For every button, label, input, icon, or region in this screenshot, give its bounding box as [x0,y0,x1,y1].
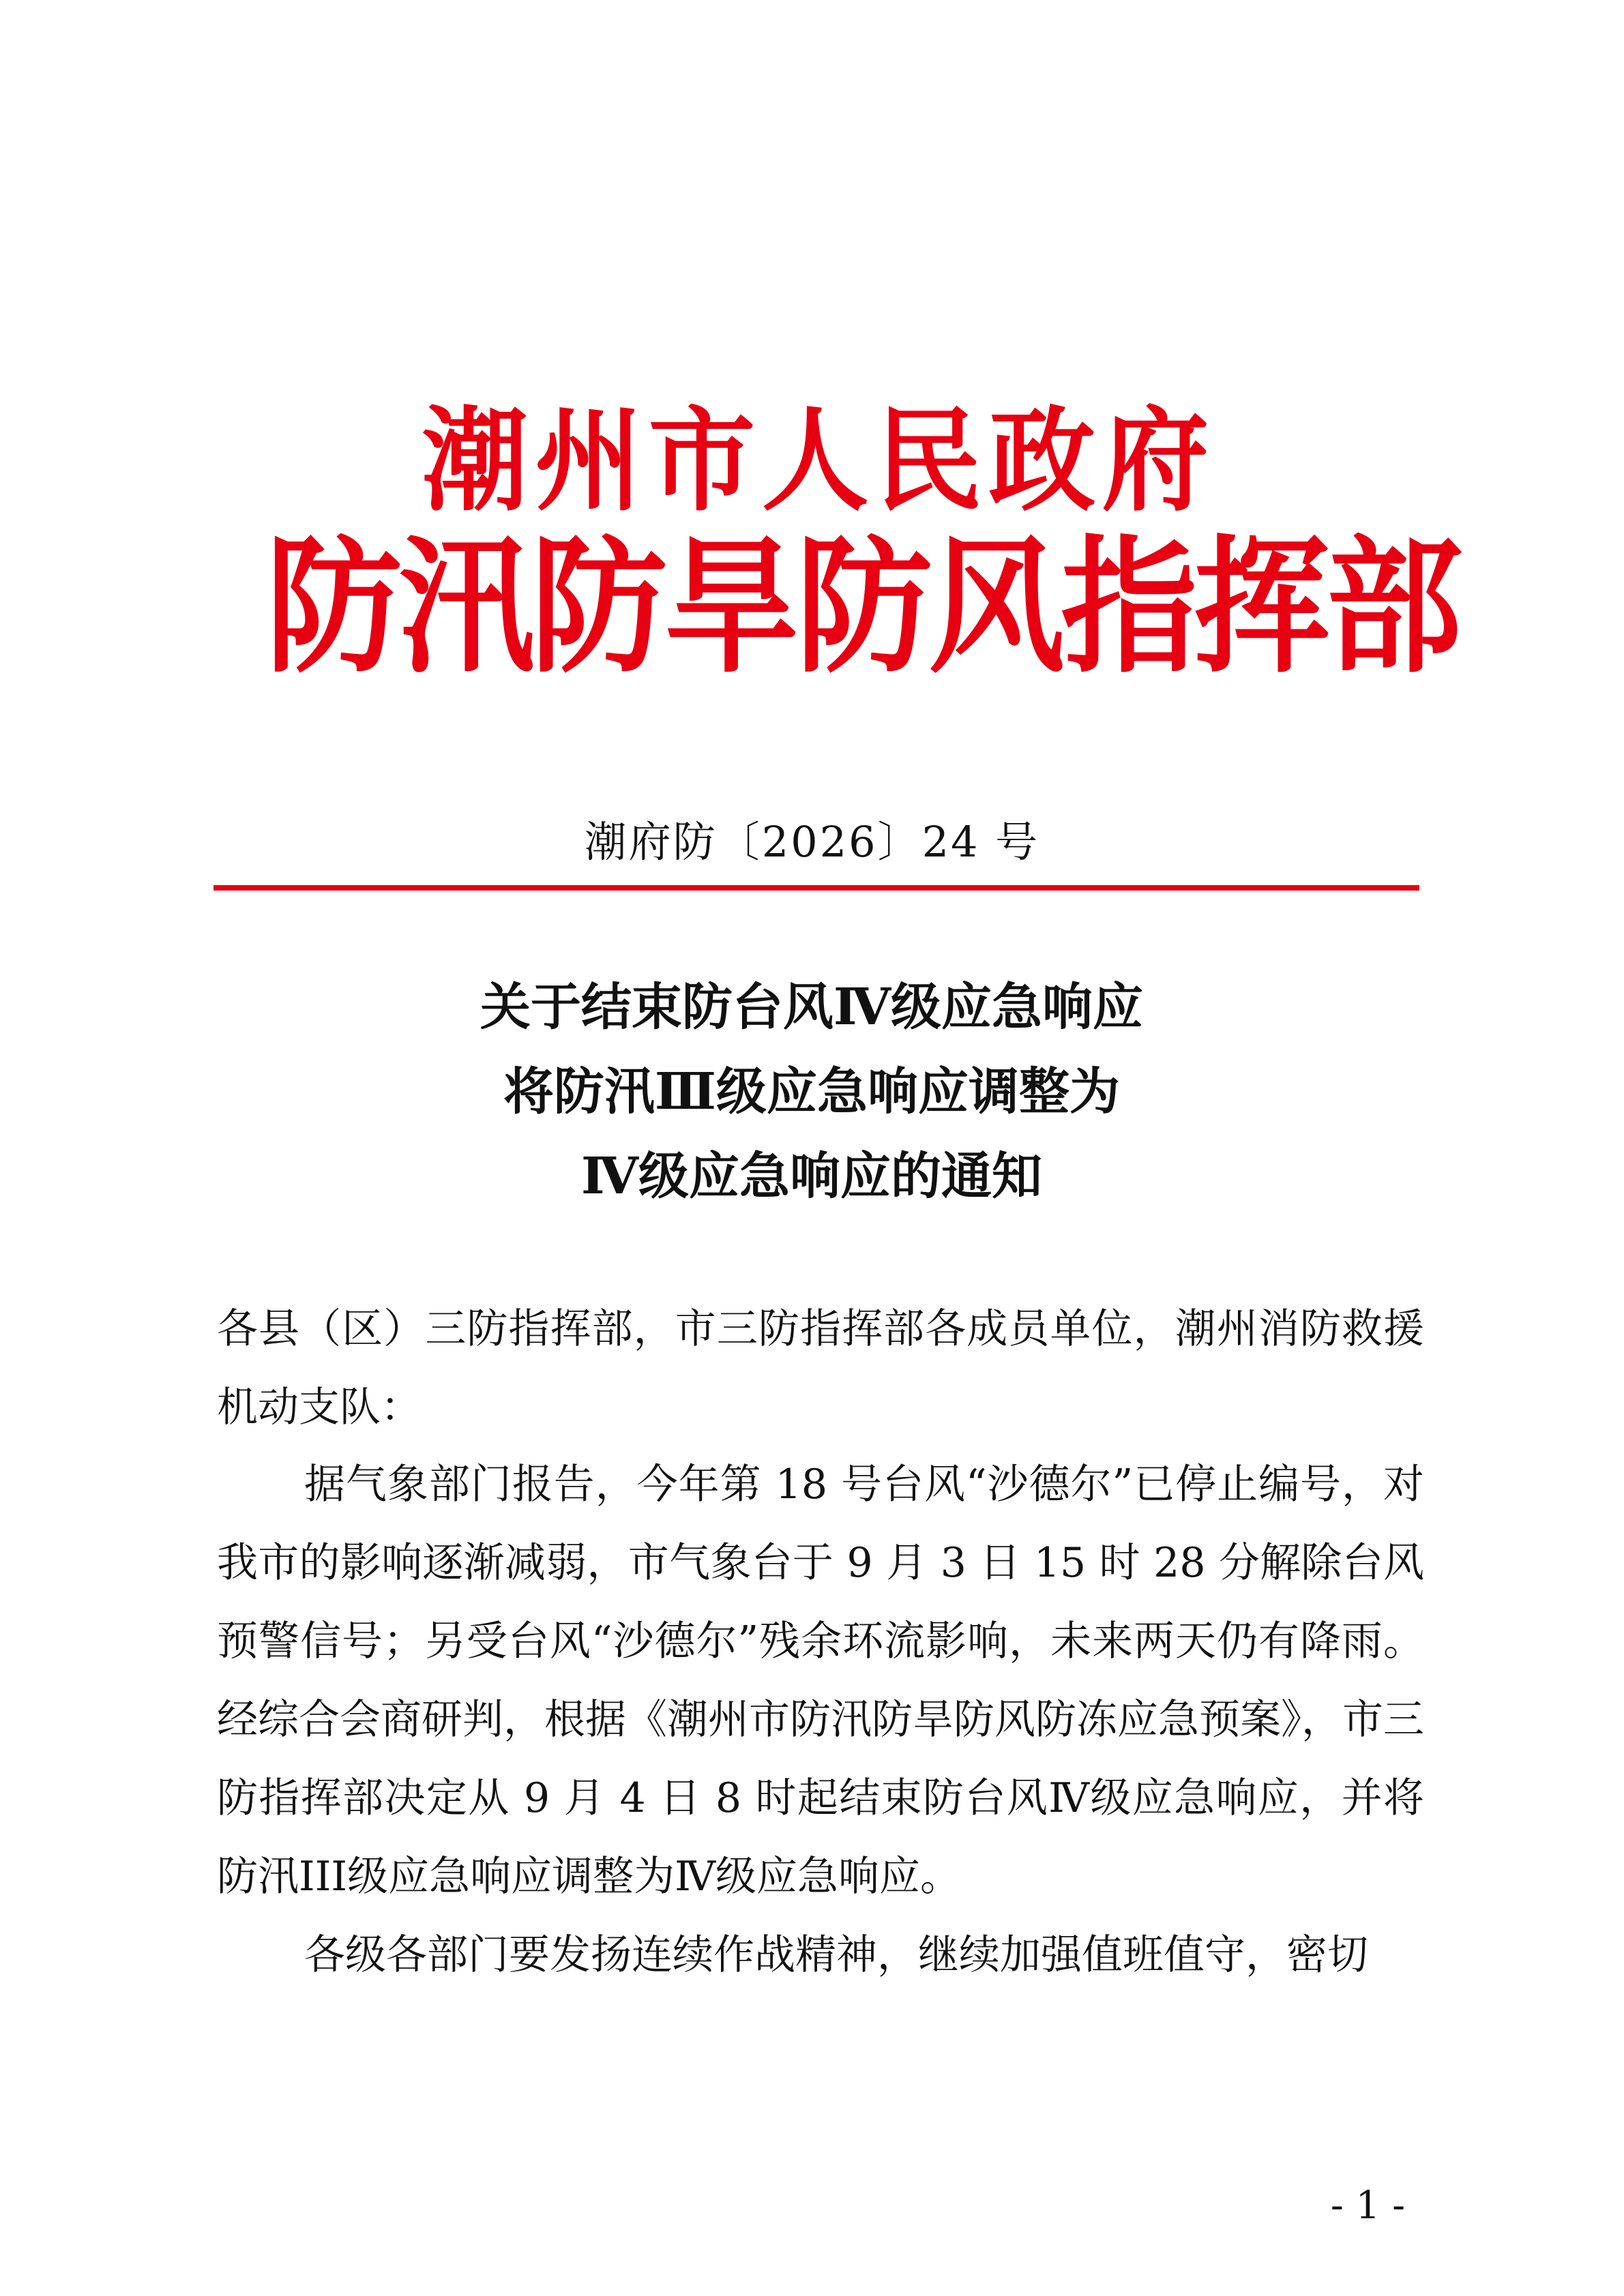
salutation: 各县（区）三防指挥部，市三防指挥部各成员单位，潮州消防救援机动支队： [217,1305,1424,1431]
title-line-3: Ⅳ级应急响应的通知 [581,1147,1042,1206]
page-number: - 1 - [1330,2183,1405,2228]
document-title [205,965,1419,1219]
masthead-department: 防汛防旱防风指挥部 [265,520,1459,693]
masthead-organization: 潮州市人民政府 [422,394,1215,526]
title-line-1: 关于结束防台风Ⅳ级应急响应 [480,978,1143,1037]
title-line-2: 将防汛Ⅲ级应急响应调整为 [503,1062,1121,1121]
body-paragraph-2: 各级各部门要发扬连续作战精神，继续加强值班值守，密切 [304,1931,1368,1979]
document-number: 潮府防〔2026〕24 号 [584,817,1040,867]
red-divider-line [213,885,1419,891]
body-paragraph-1: 据气象部门报告，今年第 18 号台风“沙德尔”已停止编号，对我市的影响逐渐减弱，市气象台于 9 月 3 日 15 时 28 分解除台风预警信号；另受台风“沙德尔”残余环流影响，未来两天仍有降雨。经综合会商研判，根据《潮州市防汛防旱防风防冻应急预案》，市三防指挥部决定从 9 月 4 日 8 时起结束防台风Ⅳ级应急响应，并将防汛III级应急响应调整为Ⅳ级应急响应。 [217,1461,1424,1900]
